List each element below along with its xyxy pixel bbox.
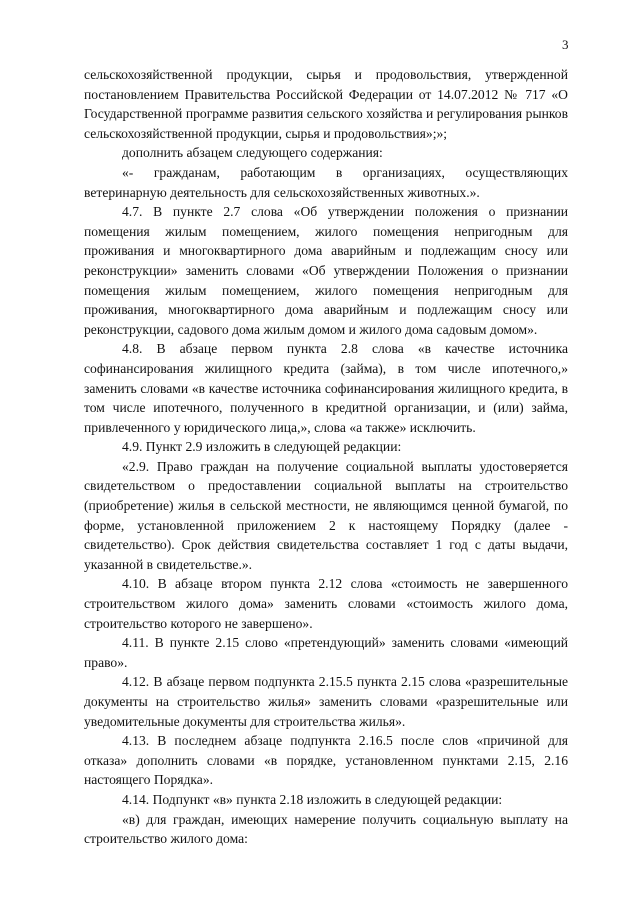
paragraph: 4.9. Пункт 2.9 изложить в следующей редакции:: [122, 439, 402, 455]
paragraph: 4.7. В пункте 2.7 слова «Об утверждении положения о признании помещения жилым помещением, жилого помещения непригодным для проживания и многоквартирного дома аварийным и подлежащим сносу или реконструкции» заменить словами «Об утверждении Положения о признании помещения жилым помещением, жилого помещения непригодным для проживания, многоквартирного дома аварийным и подлежащим сносу или реконструкции, садового дома жилым домом и жилого дома садовым домом».: [84, 204, 568, 337]
paragraph: сельскохозяйственной продукции, сырья и продовольствия, утвержденной постановлением Правительства Российской Федерации от 14.07.2012 № 717 «О Государственной программе развития сельского хозяйства и регулирования рынков сельскохозяйственной продукции, сырья и продовольствия»;»;: [84, 67, 568, 141]
paragraph: 4.14. Подпункт «в» пункта 2.18 изложить в следующей редакции:: [122, 791, 503, 807]
page-number: 3: [562, 37, 569, 52]
paragraph: 4.11. В пункте 2.15 слово «претендующий» заменить словами «имеющий право».: [84, 635, 568, 670]
paragraph: дополнить абзацем следующего содержания:: [122, 145, 383, 161]
paragraph: 4.10. В абзаце втором пункта 2.12 слова «стоимость не завершенного строительством жилого дома» заменить словами «стоимость жилого дома, строительство которого не завершено».: [84, 576, 568, 631]
paragraph: «- гражданам, работающим в организациях, осуществляющих ветеринарную деятельность для сельскохозяйственных животных.».: [84, 164, 568, 200]
paragraph: 4.13. В последнем абзаце подпункта 2.16.5 после слов «причиной для отказа» дополнить словами «в порядке, установленном пунктами 2.15, 2.16 настоящего Порядка».: [84, 733, 568, 788]
document-body: [84, 65, 568, 849]
paragraph: 4.8. В абзаце первом пункта 2.8 слова «в качестве источника софинансирования жилищного кредита (займа), в том числе ипотечного,» заменить словами «в качестве источника софинансирования жилищного кредита, в том числе ипотечного, полученного в кредитной организации, и (или) займа, привлеченного у юридического лица,», слова «а также» исключить.: [84, 341, 568, 435]
paragraph: «2.9. Право граждан на получение социальной выплаты удостоверяется свидетельством о предоставлении социальной выплаты на строительство (приобретение) жилья в сельской местности, не являющимся ценной бумагой, по форме, установленной приложением 2 к настоящему Порядку (далее - свидетельство). Срок действия свидетельства составляет 1 год с даты выдачи, указанной в свидетельстве.».: [84, 458, 568, 572]
paragraph: 4.12. В абзаце первом подпункта 2.15.5 пункта 2.15 слова «разрешительные документы на строительство жилья» заменить словами «разрешительные или уведомительные документы для строительства жилья».: [84, 674, 568, 729]
paragraph: «в) для граждан, имеющих намерение получить социальную выплату на строительство жилого дома:: [84, 811, 568, 847]
